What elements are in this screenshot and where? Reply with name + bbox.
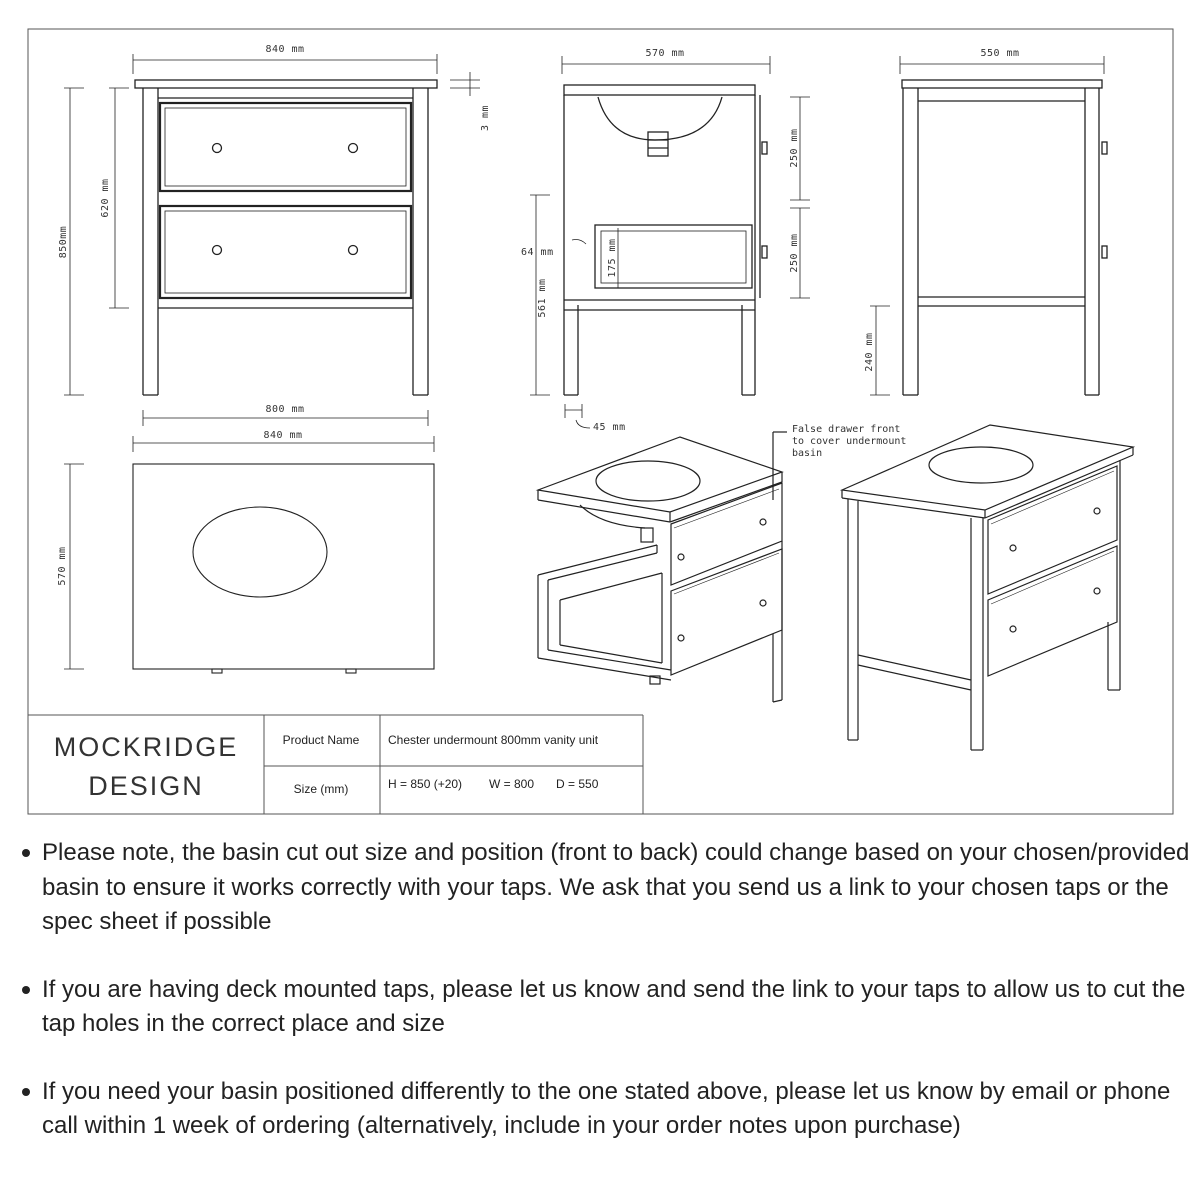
note-text: Please note, the basin cut out size and position (front to back) could change based on your chosen/provided basin to ensure it works correctly with your taps. We ask that you send us a link to your chosen taps or the spec sheet if possible [42, 839, 1190, 935]
plan-view [133, 464, 434, 673]
size-w: W = 800 [489, 777, 535, 791]
annotation-line1: False drawer front [792, 424, 901, 435]
dim-shelf-height: 175 mm [607, 238, 618, 278]
bullet-icon [22, 1088, 30, 1096]
annotation-line2: to cover undermount [792, 436, 907, 447]
dim-leg-width: 45 mm [593, 422, 626, 433]
isometric-assembled [842, 425, 1133, 750]
annotation-line3: basin [792, 448, 823, 459]
note-text: If you need your basin positioned differently to the one stated above, please let us know by email or phone call within 1 week of ordering (alternatively, include in your order notes upon purchase) [42, 1077, 1171, 1139]
brand-line1: MOCKRIDGE [53, 732, 239, 762]
dim-side-width: 570 mm [645, 48, 685, 59]
dim-total-height: 850mm [58, 225, 69, 259]
front-dimension-lines [64, 54, 480, 426]
size-d: D = 550 [556, 777, 599, 791]
note-text: If you are having deck mounted taps, please let us know and send the link to your taps to allow us to cut the tap holes in the correct place and size [42, 975, 1186, 1037]
isometric-cutaway [538, 432, 787, 702]
bullet-icon [22, 849, 30, 857]
dim-drawer-lower: 250 mm [789, 233, 800, 273]
dim-inset: 64 mm [521, 247, 554, 258]
dim-front-width: 840 mm [265, 44, 305, 55]
dim-inner-width: 800 mm [265, 404, 305, 415]
size-label: Size (mm) [293, 782, 349, 796]
end-dimension-lines [870, 56, 1104, 395]
plan-dimension-lines [64, 436, 434, 669]
dim-plan-depth: 570 mm [57, 546, 68, 586]
brand-line2: DESIGN [88, 771, 204, 801]
bullet-icon [22, 986, 30, 994]
dim-leg-height-side: 561 mm [537, 278, 548, 318]
end-elevation [902, 80, 1107, 395]
dim-depth: 550 mm [980, 48, 1020, 59]
dim-drawer-upper: 250 mm [789, 128, 800, 168]
dim-leg-height-back: 240 mm [864, 332, 875, 372]
dim-carcass-height: 620 mm [100, 178, 111, 218]
product-name-label: Product Name [282, 733, 360, 747]
dim-plan-width: 840 mm [263, 430, 303, 441]
notes-list [20, 836, 1190, 1177]
side-section [564, 85, 767, 395]
front-elevation [135, 80, 437, 395]
size-h: H = 850 (+20) [388, 777, 463, 791]
note-item [20, 836, 1190, 940]
side-dimension-lines [530, 56, 810, 428]
dim-top-thickness: 3 mm [480, 104, 491, 132]
note-item [20, 973, 1190, 1042]
product-name-value: Chester undermount 800mm vanity unit [388, 733, 599, 747]
title-block [28, 715, 643, 814]
note-item [20, 1075, 1190, 1144]
